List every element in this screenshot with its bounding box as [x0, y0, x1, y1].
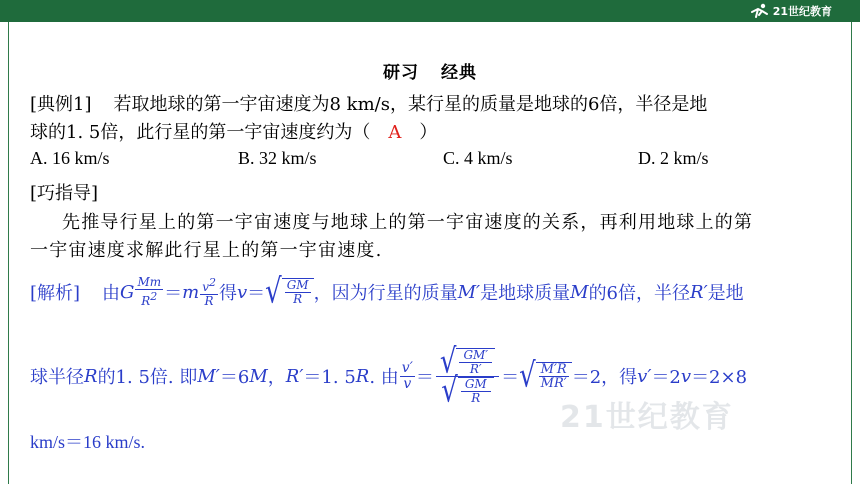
formula-r-prime: R′: [690, 281, 708, 303]
section-title: [0, 58, 860, 83]
formula-sqrt-ratio: √ $\frac{GM'}{R'}$ √ $\frac{GM}{R}$: [436, 348, 499, 405]
analysis-text: 是地球质量: [480, 283, 571, 304]
formula-r: R: [355, 365, 370, 387]
example-text-2-end: ）: [419, 122, 438, 143]
formula-eq: ＝: [164, 283, 183, 304]
formula-sqrt-mr: √ $\frac{M'R}{MR'}$: [519, 362, 572, 390]
option-c: C. 4 km/s: [443, 148, 513, 168]
left-border: [8, 22, 9, 484]
formula-vprime: v′: [637, 365, 652, 387]
formula-m-prime-eq: M′: [197, 365, 220, 387]
watermark: 21世纪教育: [560, 400, 734, 435]
formula-v2-over-r: $\frac{v2}{R}$: [202, 276, 216, 308]
formula-v: v: [236, 281, 248, 303]
analysis-text: ＝2，得: [571, 367, 638, 388]
guide-tag: [巧指导]: [30, 183, 99, 204]
formula-r-prime-eq: R′: [285, 365, 304, 387]
formula-vprime-over-v: $\frac{v'}{v}$: [401, 359, 413, 392]
option-d: D. 2 km/s: [638, 148, 709, 168]
title-part-1: 研习: [383, 63, 419, 83]
formula-eq: ＝2×8: [691, 367, 748, 388]
analysis-text: 是地: [707, 283, 744, 304]
example-text-1: 若取地球的第一宇宙速度为8 km/s，某行星的质量是地球的6倍，半径是地: [113, 94, 708, 115]
formula-sqrt-gm-r: √ $\frac{GM}{R}$: [265, 278, 313, 306]
formula-mm-over-r2: $\frac{Mm}{R2}$: [137, 275, 162, 308]
guide-line-2: 一宇宙速度求解此行星上的第一宇宙速度.: [30, 240, 383, 261]
analysis-text: ，因为行星的质量: [313, 283, 458, 304]
right-border: [851, 22, 852, 484]
formula-r: R: [84, 365, 98, 387]
runner-icon: [748, 3, 770, 19]
analysis-line-3: km/s＝16 km/s.: [30, 432, 146, 452]
analysis-text: 的6倍，半径: [588, 283, 691, 304]
formula-eq: ＝6: [219, 367, 250, 388]
analysis-text: 由: [102, 283, 121, 304]
formula-eq: ＝: [415, 367, 434, 388]
example-line-1: [30, 90, 707, 116]
brand-logo: [748, 2, 832, 20]
logo-text: 21世纪教育: [772, 5, 832, 18]
example-text-2: 球的1. 5倍，此行星的第一宇宙速度约为（: [30, 122, 371, 143]
formula-m-earth: M: [249, 365, 268, 387]
analysis-line-1: [30, 272, 744, 312]
analysis-text: 的1. 5倍. 即: [97, 367, 198, 388]
formula-m: m: [182, 281, 200, 303]
formula-m-prime: M′: [457, 281, 481, 303]
answer-letter: A: [388, 122, 402, 143]
formula-eq: ＝: [247, 283, 266, 304]
formula-m-earth: M: [570, 281, 589, 303]
title-part-2: 经典: [441, 63, 477, 83]
formula-eq: ＝1. 5: [303, 367, 356, 388]
analysis-text: 球半径: [30, 367, 84, 388]
formula-g: G: [120, 281, 135, 303]
example-tag: [典例1]: [30, 94, 92, 115]
formula-eq: ＝2: [651, 367, 681, 388]
option-a: A. 16 km/s: [30, 148, 110, 168]
example-line-2: [30, 118, 437, 144]
formula-eq: ＝: [501, 367, 520, 388]
analysis-text: . 由: [369, 367, 399, 388]
option-b: B. 32 km/s: [238, 148, 317, 168]
guide-line-1: 先推导行星上的第一宇宙速度与地球上的第一宇宙速度的关系，再利用地球上的第: [62, 212, 754, 233]
analysis-text: ，: [267, 367, 286, 388]
formula-v: v: [680, 365, 692, 387]
analysis-tag: [解析]: [30, 283, 81, 304]
analysis-text: 得: [218, 283, 237, 304]
top-banner: [0, 0, 860, 22]
